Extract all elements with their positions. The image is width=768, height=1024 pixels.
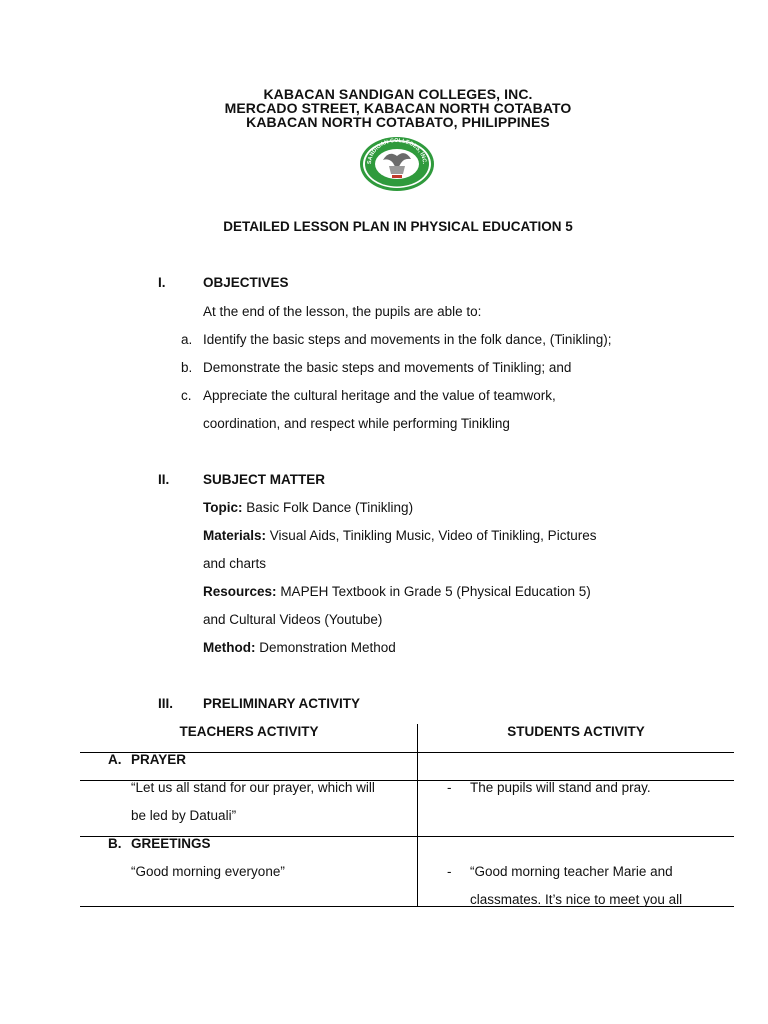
topic-line	[203, 500, 413, 516]
resources-value: MAPEH Textbook in Grade 5 (Physical Education 5)	[280, 584, 591, 599]
objectives-heading: OBJECTIVES	[203, 275, 289, 290]
greetings-student-continuation: classmates. It’s nice to meet you all	[470, 892, 683, 907]
objective-c-letter: c.	[181, 388, 192, 403]
subject-matter-heading: SUBJECT MATTER	[203, 472, 326, 487]
materials-label: Materials:	[203, 528, 267, 543]
materials-value: Visual Aids, Tinikling Music, Video of Tinikling, Pictures	[269, 528, 597, 543]
document-title: DETAILED LESSON PLAN IN PHYSICAL EDUCATION 5	[223, 219, 573, 234]
school-location: KABACAN NORTH COTABATO, PHILIPPINES	[246, 114, 550, 130]
topic-value: Basic Folk Dance (Tinikling)	[246, 500, 414, 515]
greetings-heading: GREETINGS	[131, 836, 211, 851]
prayer-heading: PRAYER	[131, 752, 187, 767]
objective-c-text: Appreciate the cultural heritage and the value of teamwork,	[203, 388, 556, 403]
topic-label: Topic:	[203, 500, 243, 515]
section-number-3: III.	[158, 696, 174, 711]
objective-b-text: Demonstrate the basic steps and movements of Tinikling; and	[203, 360, 572, 375]
preliminary-heading: PRELIMINARY ACTIVITY	[203, 696, 361, 711]
section-number-2: II.	[158, 472, 170, 487]
method-value: Demonstration Method	[259, 640, 396, 655]
section-number-1: I.	[158, 275, 166, 290]
school-seal-logo	[359, 136, 435, 192]
teacher-column-header: TEACHERS ACTIVITY	[179, 724, 319, 739]
svg-text:SANDIGAN COLLEGES, INC.: SANDIGAN COLLEGES, INC.	[366, 137, 428, 165]
student-column-header: STUDENTS ACTIVITY	[507, 724, 645, 739]
objective-b-letter: b.	[181, 360, 193, 375]
method-label: Method:	[203, 640, 256, 655]
prayer-teacher-continuation: be led by Datuali”	[131, 808, 237, 823]
greetings-teacher-text: “Good morning everyone”	[131, 864, 285, 879]
greetings-student-text: “Good morning teacher Marie and	[470, 864, 673, 879]
prayer-label: A.	[108, 752, 122, 767]
objectives-intro: At the end of the lesson, the pupils are able to:	[203, 304, 482, 319]
resources-line	[203, 584, 591, 600]
resources-label: Resources:	[203, 584, 277, 599]
school-name: KABACAN SANDIGAN COLLEGES, INC.	[263, 86, 533, 102]
materials-line	[203, 528, 596, 544]
materials-continuation: and charts	[203, 556, 267, 571]
objective-a-letter: a.	[181, 332, 193, 347]
objective-a-text: Identify the basic steps and movements in the folk dance, (Tinikling);	[203, 332, 612, 347]
method-line	[203, 640, 396, 656]
prayer-student-text: The pupils will stand and pray.	[470, 780, 651, 795]
resources-continuation: and Cultural Videos (Youtube)	[203, 612, 383, 627]
greetings-student-dash: -	[447, 864, 452, 879]
objective-c-continuation: coordination, and respect while performing Tinikling	[203, 416, 510, 431]
prayer-student-dash: -	[447, 780, 452, 795]
school-street: MERCADO STREET, KABACAN NORTH COTABATO	[224, 100, 572, 116]
greetings-label: B.	[108, 836, 122, 851]
prayer-teacher-text: “Let us all stand for our prayer, which will	[131, 780, 375, 795]
